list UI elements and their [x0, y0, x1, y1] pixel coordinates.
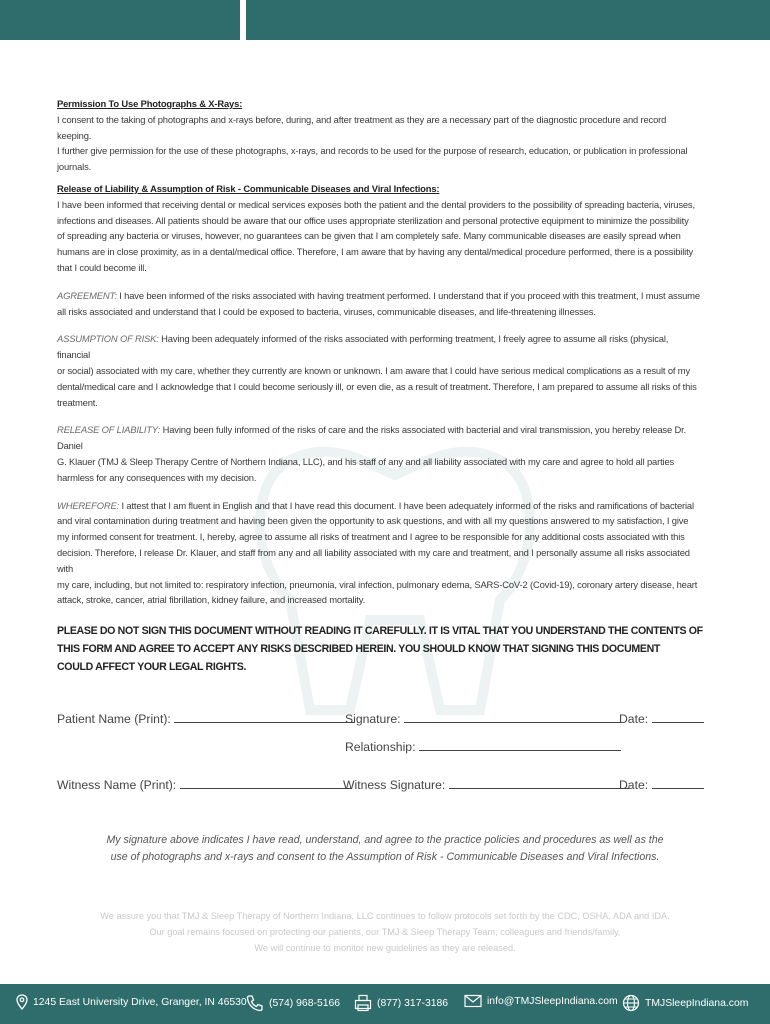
relationship-label: Relationship: — [345, 740, 416, 754]
text-line: that I could become ill. — [57, 261, 147, 273]
text-line: Having been adequately informed of the risks associated with performing treatment, I freely agree to assume all risks (physical, financial — [57, 333, 669, 361]
liability-text — [57, 422, 702, 485]
patient-name-field[interactable] — [57, 712, 354, 726]
witness-signature-label: Witness Signature: — [343, 778, 446, 792]
text-line: harmless for any consequences with my decision. — [57, 471, 257, 483]
relationship-line[interactable] — [419, 750, 621, 751]
header-band-right — [246, 0, 770, 40]
text-line: infections and diseases. All patients should be aware that our office uses appropriate sterilization and personal protective equipment to minimize the possibility — [57, 214, 689, 226]
witness-name-label: Witness Name (Print): — [57, 778, 177, 792]
wherefore-text — [57, 498, 702, 609]
date2-line[interactable] — [652, 788, 704, 789]
text-line: journals. — [57, 161, 92, 173]
warning-line: THIS FORM AND AGREE TO ACCEPT ANY RISKS DESCRIBED HEREIN. YOU SHOULD KNOW THAT SIGNING THIS DOCUMENT — [57, 643, 661, 655]
fax-text: (877) 317-3186 — [377, 997, 449, 1009]
address-text: 1245 East University Drive, Granger, IN 46530 — [33, 996, 247, 1008]
email-text: info@TMJSleepIndiana.com — [487, 995, 618, 1007]
email-icon — [464, 994, 482, 1008]
photos-heading: Permission To Use Photographs & X-Rays: — [57, 98, 243, 109]
footer-phone[interactable] — [246, 994, 340, 1012]
signature-line[interactable] — [404, 722, 620, 723]
text-line: Having been fully informed of the risks of care and the risks associated with bacterial and viral transmission, you hereby release Dr. Daniel — [57, 424, 686, 452]
text-line: I have been informed of the risks associated with having treatment performed. I understand that if you proceed with this treatment, I must assume — [116, 289, 700, 301]
phone-text: (574) 968-5166 — [269, 997, 341, 1009]
document-body — [57, 96, 702, 608]
text-line: I further give permission for the use of these photographs, x-rays, and records to be used for the purpose of research, education, or publication in professional — [57, 145, 688, 157]
globe-icon — [622, 994, 640, 1012]
acknowledgement — [100, 832, 670, 866]
signature-field[interactable] — [345, 712, 620, 726]
signature-row-3 — [57, 778, 707, 798]
warning-line: PLEASE DO NOT SIGN THIS DOCUMENT WITHOUT READING IT CAREFULLY. IT IS VITAL THAT YOU UNDERSTAND THE CONTENTS OF — [57, 625, 703, 637]
text-line: decision. Therefore, I release Dr. Klauer, and staff from any and all liability associated with my care and treatment, and I personally assume all risks associated with — [57, 546, 690, 574]
signature-row-1 — [57, 712, 707, 732]
text-line: attack, stroke, cancer, atrial fibrillation, kidney failure, and increased mortality. — [57, 594, 366, 606]
agreement-text — [57, 288, 702, 320]
patient-name-line[interactable] — [174, 722, 354, 723]
release-text — [57, 197, 702, 276]
agreement-lead: AGREEMENT: — [57, 289, 117, 301]
text-line: I have been informed that receiving dental or medical services exposes both the patient and the dental providers to the possibility of spreading bacteria, viruses, — [57, 198, 695, 210]
date2-field[interactable] — [619, 778, 704, 792]
text-line: and viral contamination during treatment and having been given the opportunity to ask questions, and with all my questions answered to my satisfaction, I give — [57, 515, 689, 527]
footer-email[interactable] — [464, 994, 618, 1008]
header-band-left — [0, 0, 240, 40]
date-field[interactable] — [619, 712, 704, 726]
assurance-line: We will continue to monitor new guidelines as they are released. — [254, 943, 516, 953]
assurance-line: Our goal remains focused on protecting our patients, our TMJ & Sleep Therapy Team, colleagues and friends/family. — [149, 927, 621, 937]
footer-website[interactable] — [622, 994, 748, 1012]
location-pin-icon — [16, 994, 28, 1010]
text-line: all risks associated and understand that I could be exposed to bacteria, viruses, communicable diseases, and life-threatening illnesses. — [57, 305, 596, 317]
text-line: humans are in close proximity, as in a dental/medical office. Therefore, I am aware that by having any dental/medical procedure performed, there is a possibility — [57, 246, 694, 258]
date2-label: Date: — [619, 778, 649, 792]
ack-line: use of photographs and x-rays and consent to the Assumption of Risk - Communicable Diseases and Viral Infections. — [110, 851, 660, 863]
text-line: I attest that I am fluent in English and that I have read this document. I have been adequately informed of the risks and ramifications of bacterial — [119, 499, 694, 511]
assurance-line: We assure you that TMJ & Sleep Therapy of Northern Indiana, LLC continues to follow protocols set forth by the CDC, OSHA, ADA and IDA. — [100, 911, 670, 921]
warning-line: COULD AFFECT YOUR LEGAL RIGHTS. — [57, 661, 247, 673]
text-line: my informed consent for treatment. I, hereby, agree to assume all risks of treatment and I agree to be responsible for any additional costs associated with this — [57, 531, 685, 543]
text-line: I consent to the taking of photographs and x-rays before, during, and after treatment as they are a necessary part of the diagnostic procedure and record keeping. — [57, 113, 667, 141]
fax-icon — [354, 994, 372, 1012]
text-line: my care, including, but not limited to: respiratory infection, pneumonia, viral infection, pulmonary edema, SARS-CoV-2 (Covid-19), coronary artery disease, heart — [57, 578, 698, 590]
liability-lead: RELEASE OF LIABILITY: — [57, 424, 161, 436]
text-line: G. Klauer (TMJ & Sleep Therapy Centre of Northern Indiana, LLC), and his staff of any and all liability associated with my care and agree to hold all parties — [57, 455, 675, 467]
witness-name-line[interactable] — [180, 788, 352, 789]
footer-address[interactable] — [16, 994, 247, 1010]
wherefore-lead: WHEREFORE: — [57, 499, 120, 511]
date-line[interactable] — [652, 722, 704, 723]
text-line: or social) associated with my care, whether they currently are known or unknown. I am aware that I could have serious medical complications as a result of my — [57, 364, 690, 376]
signature-row-2 — [57, 740, 707, 760]
patient-name-label: Patient Name (Print): — [57, 712, 171, 726]
text-line: of spreading any bacteria or viruses, however, no guarantees can be given that I am completely safe. Many communicable diseases are easily spread when — [57, 230, 681, 242]
witness-signature-line[interactable] — [449, 788, 629, 789]
text-line: treatment. — [57, 396, 98, 408]
release-heading: Release of Liability & Assumption of Risk - Communicable Diseases and Viral Infections: — [57, 182, 440, 194]
ack-line: My signature above indicates I have read, understand, and agree to the practice policies and procedures as well as the — [106, 834, 664, 846]
signature-label: Signature: — [345, 712, 401, 726]
text-line: dental/medical care and I acknowledge that I could become seriously ill, or even die, as a result of treatment. Therefore, I am prepared to assume all risks of this — [57, 380, 697, 392]
relationship-field[interactable] — [345, 740, 621, 754]
website-text: TMJSleepIndiana.com — [645, 997, 749, 1009]
assurance-note — [80, 908, 690, 956]
date-label: Date: — [619, 712, 649, 726]
witness-name-field[interactable] — [57, 778, 352, 792]
legal-warning — [57, 622, 707, 676]
photos-text — [57, 112, 702, 175]
witness-signature-field[interactable] — [343, 778, 629, 792]
footer-bar — [0, 984, 770, 1024]
assumption-lead: ASSUMPTION OF RISK: — [57, 333, 159, 345]
phone-icon — [246, 994, 264, 1012]
assumption-text — [57, 331, 702, 410]
footer-fax[interactable] — [354, 994, 448, 1012]
